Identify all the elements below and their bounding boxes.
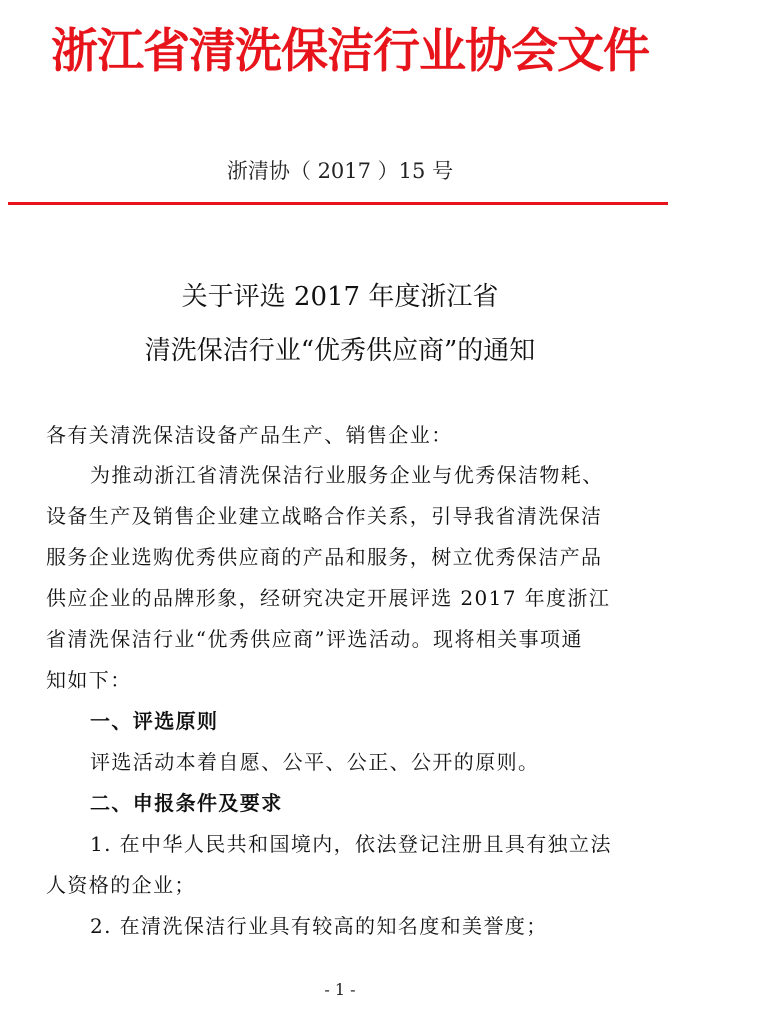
notice-title-line-2: 清洗保洁行业“优秀供应商”的通知 <box>144 336 536 366</box>
salutation: 各有关清洗保洁设备产品生产、销售企业： <box>46 423 453 447</box>
intro-line: 省清洗保洁行业“优秀供应商”评选活动。现将相关事项通 <box>46 627 583 651</box>
requirement-item-2: 2. 在清洗保洁行业具有较高的知名度和美誉度； <box>90 914 548 938</box>
requirement-item-1: 1. 在中华人民共和国境内，依法登记注册且具有独立法 <box>90 832 612 856</box>
notice-title-line-1: 关于评选 2017 年度浙江省 <box>181 282 499 312</box>
intro-line: 设备生产及销售企业建立战略合作关系，引导我省清洗保洁 <box>46 504 603 528</box>
intro-line: 为推动浙江省清洗保洁行业服务企业与优秀保洁物耗、 <box>90 463 604 487</box>
document-masthead: 浙江省清洗保洁行业协会文件 <box>51 24 649 79</box>
intro-line: 供应企业的品牌形象，经研究决定开展评选 2017 年度浙江 <box>46 586 611 610</box>
red-divider-line <box>8 202 668 205</box>
section-1-heading: 一、评选原则 <box>90 709 219 733</box>
requirement-item-1-cont: 人资格的企业； <box>46 873 196 897</box>
intro-line: 知如下： <box>46 668 132 692</box>
document-number: 浙清协（ 2017 ）15 号 <box>226 159 454 183</box>
section-1-text: 评选活动本着自愿、公平、公正、公开的原则。 <box>90 750 540 774</box>
intro-line: 服务企业选购优秀供应商的产品和服务，树立优秀保洁产品 <box>46 545 603 569</box>
page-number: - 1 - <box>324 980 356 999</box>
section-2-heading: 二、申报条件及要求 <box>90 791 283 815</box>
